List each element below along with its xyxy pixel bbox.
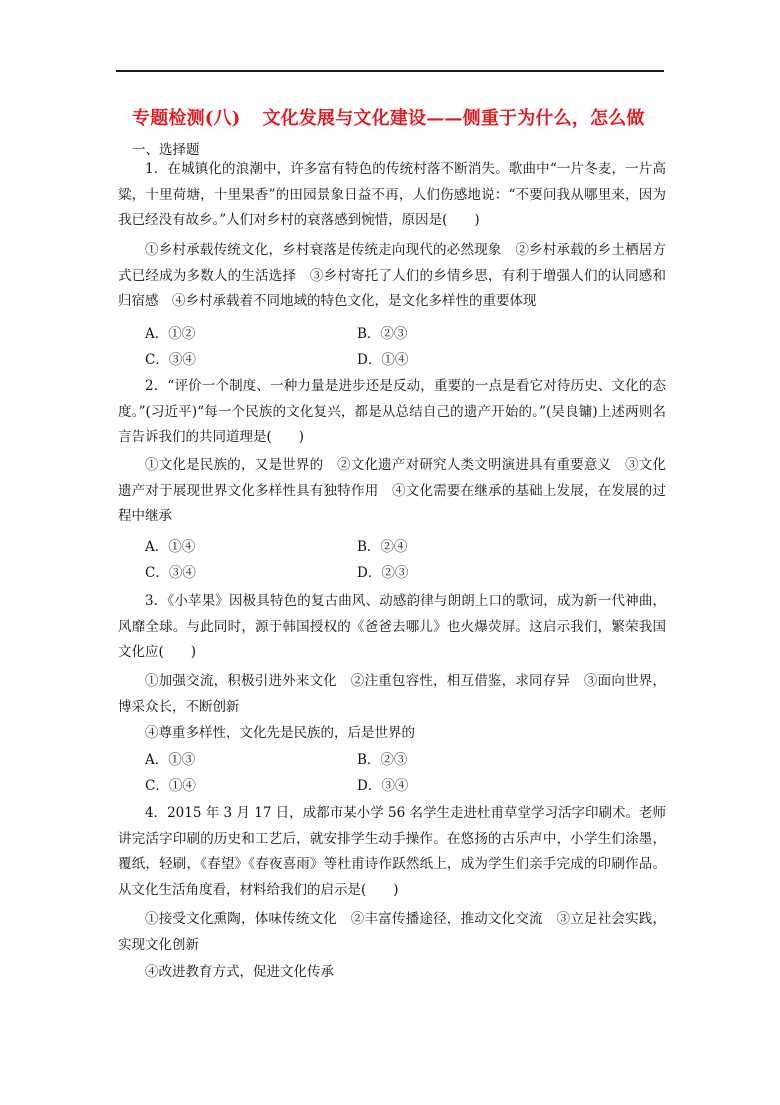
question-1-options-row-2	[145, 348, 569, 374]
question-3-statements-1: ①加强交流，积极引进外来文化 ②注重包容性，相互借鉴，求同存异 ③面向世界，博采众长，不断创新	[118, 673, 666, 715]
question-2-option-d: D．②③	[357, 565, 409, 581]
question-2-option-a: A．①④	[145, 539, 196, 555]
question-3-option-d: D．③④	[357, 778, 409, 794]
question-4-stem: 4．2015 年 3 月 17 日，成都市某小学 56 名学生走进杜甫草堂学习活字印刷术。老师讲完活字印刷的历史和工艺后，就安排学生动手操作。在悠扬的古乐声中，小学生们涂墨，覆纸，轻刷，《春望》《春夜喜雨》等杜甫诗作跃然纸上，成为学生们亲手完成的印刷作品。从文化生活角度看，材料给我们的启示是( )	[118, 805, 666, 898]
question-1-option-d: D．①④	[357, 352, 409, 368]
question-3-options-row-2	[145, 774, 569, 800]
question-3-option-a: A．①③	[145, 752, 196, 768]
question-3-options-row-1	[145, 748, 569, 774]
question-1-statements: ①乡村承载传统文化，乡村衰落是传统走向现代的必然现象 ②乡村承载的乡土栖居方式已经成为多数人的生活选择 ③乡村寄托了人们的乡情乡思，有利于增强人们的认同感和归宿感 ④乡村承载着不同地域的特色文化，是文化多样性的重要体现	[118, 242, 666, 309]
question-2-option-c: C．③④	[145, 565, 196, 581]
title-part-1: 专题检测(八)	[132, 108, 241, 129]
question-2-option-b: B．②④	[357, 539, 408, 555]
title-part-2: 文化发展与文化建设——侧重于为什么，怎么做	[262, 108, 645, 129]
question-4-statements-2: ④改进教育方式，促进文化传承	[145, 964, 334, 980]
section-heading: 一、选择题	[132, 142, 200, 158]
question-2-statements: ①文化是民族的，又是世界的 ②文化遗产对研究人类文明演进具有重要意义 ③文化遗产对于展现世界文化多样性具有独特作用 ④文化需要在继承的基础上发展，在发展的过程中继承	[118, 457, 666, 524]
question-2-options-row-1	[145, 535, 569, 561]
question-3-option-c: C．①④	[145, 778, 196, 794]
question-1-stem: 1．在城镇化的浪潮中，许多富有特色的传统村落不断消失。歌曲中“一片冬麦，一片高粱，十里荷塘，十里果香”的田园景象日益不再，人们伤感地说：“不要问我从哪里来，因为我已经没有故乡。”人们对乡村的衰落感到惋惜，原因是( )	[118, 161, 666, 228]
question-1-option-b: B．②③	[357, 326, 408, 342]
question-1-option-a: A．①②	[145, 326, 196, 342]
question-1-option-c: C．③④	[145, 352, 196, 368]
question-1-options-row-1	[145, 322, 569, 348]
question-4-statements-1: ①接受文化熏陶，体味传统文化 ②丰富传播途径，推动文化交流 ③立足社会实践，实现文化创新	[118, 911, 666, 953]
question-2-stem: 2．“评价一个制度、一种力量是进步还是反动，重要的一点是看它对待历史、文化的态度。”(习近平)“每一个民族的文化复兴，都是从总结自己的遗产开始的。”(吴良镛)上述两则名言告诉我们的共同道理是( )	[118, 378, 666, 445]
question-2-options-row-2	[145, 561, 569, 587]
question-3-statements-2: ④尊重多样性，文化先是民族的，后是世界的	[145, 725, 415, 741]
question-3-option-b: B．②③	[357, 752, 408, 768]
question-3-stem: 3．《小苹果》因极具特色的复古曲风、动感韵律与朗朗上口的歌词，成为新一代神曲，风靡全球。与此同时，源于韩国授权的《爸爸去哪儿》也火爆荧屏。这启示我们，繁荣我国文化应( )	[118, 593, 666, 660]
page-title	[132, 104, 672, 130]
header-rule	[116, 70, 664, 72]
